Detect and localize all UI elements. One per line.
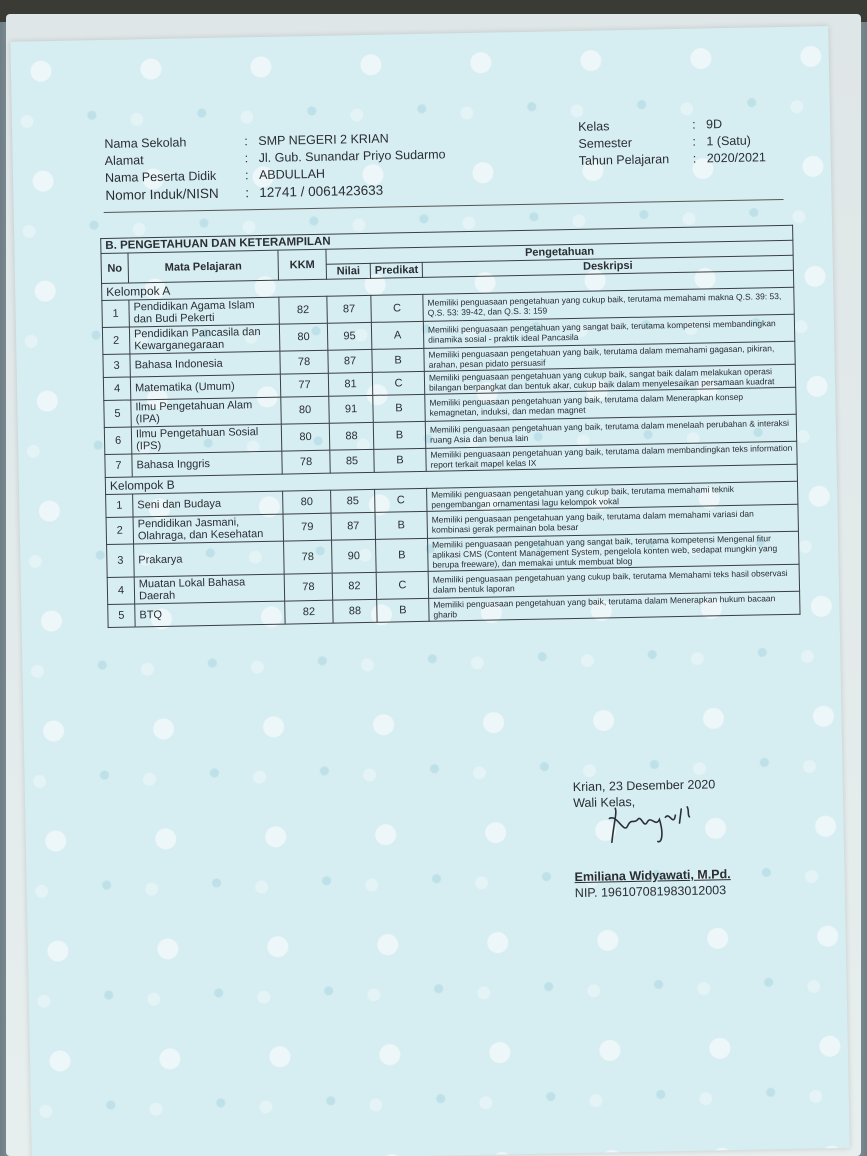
row-subject: Pendidikan Agama Islam dan Budi Pekerti [129, 297, 279, 327]
class-info [578, 115, 766, 170]
col-nilai: Nilai [326, 263, 370, 279]
school-name: SMP NEGERI 2 KRIAN [258, 131, 389, 149]
row-grade: C [375, 488, 427, 512]
row-kkm: 77 [280, 373, 328, 397]
colon: : [244, 151, 249, 166]
label: Nama Peserta Didik [104, 168, 217, 185]
col-predikat: Predikat [370, 262, 422, 278]
row-kkm: 78 [284, 540, 333, 574]
row-score: 88 [329, 422, 374, 450]
row-kkm: 78 [282, 450, 330, 474]
row-description: Memiliki penguasaan pengetahuan yang sangat baik, terutama kompetensi Mengenal fitur aplikasi CMS (Content Management System, pengelola konten web, sedapat mungkin yang berupa freeware), dan memakai untuk membuat blog [428, 531, 800, 571]
row-subject: Ilmu Pengetahuan Alam (IPA) [131, 397, 281, 427]
colon: : [692, 151, 697, 166]
row-no: 5 [108, 604, 135, 628]
place-date: Krian, 23 Desember 2020 [572, 777, 716, 795]
row-description: Memiliki penguasaan pengetahuan yang baik, terutama dalam Menerapkan konsep kemagnetan, induksi, dan medan magnet [425, 387, 796, 421]
row-no: 3 [103, 354, 130, 378]
label: Alamat [104, 153, 144, 168]
row-kkm: 80 [281, 423, 330, 451]
row-grade: B [373, 421, 426, 449]
group-b-body [106, 481, 800, 627]
table-title: B. PENGETAHUAN DAN KETERAMPILAN [101, 225, 793, 253]
row-subject: Prakarya [134, 541, 285, 577]
group-a-label: Kelompok A [102, 270, 794, 300]
label: Nomor Induk/NISN [105, 185, 219, 203]
row-description: Memiliki penguasaan pengetahuan yang cukup baik, terutama memahami makna Q.S. 39: 53, Q.S. 53: 39-42, dan Q.S. 3: 159 [423, 287, 794, 321]
row-grade: C [376, 571, 429, 599]
row-description: Memiliki penguasaan pengetahuan yang baik, terutama dalam Menerapkan hukum bacaan gharib [429, 591, 800, 621]
row-subject: Bahasa Inggris [132, 451, 282, 477]
row-kkm: 79 [283, 513, 332, 541]
row-description: Memiliki penguasaan pengetahuan yang sangat baik, terutama kompetensi membandingkan dinamika sosial - praktik ideal Pancasila [423, 314, 794, 348]
label: Nama Sekolah [104, 135, 187, 151]
row-kkm: 80 [281, 396, 330, 424]
signer-nip: NIP. 196107081983012003 [574, 883, 727, 901]
col-no: No [101, 253, 129, 284]
row-subject: Matematika (Umum) [130, 374, 280, 400]
row-subject: Ilmu Pengetahuan Sosial (IPS) [131, 424, 281, 454]
row-kkm: 80 [283, 490, 331, 514]
signature-block [573, 776, 731, 901]
row-score: 87 [331, 512, 376, 540]
info-row-tahun [579, 149, 766, 170]
student-info [104, 129, 446, 204]
row-no: 6 [104, 427, 132, 455]
col-mapel: Mata Pelajaran [128, 250, 279, 283]
row-score: 85 [331, 489, 375, 513]
colon: : [691, 117, 696, 132]
row-kkm: 82 [279, 296, 328, 324]
row-subject: BTQ [135, 601, 285, 627]
col-pengetahuan: Pengetahuan [326, 240, 793, 264]
row-subject: Pendidikan Pancasila dan Kewarganegaraan [129, 324, 279, 354]
colon: : [244, 134, 248, 149]
row-description: Memiliki penguasaan pengetahuan yang cukup baik, terutama Memahami teks hasil observasi dalam bentuk laporan [428, 564, 799, 598]
colon: : [692, 134, 697, 149]
row-grade: B [372, 348, 424, 372]
year-value: 2020/2021 [706, 150, 766, 166]
student-name: ABDULLAH [258, 166, 326, 183]
row-score: 81 [328, 372, 372, 396]
row-description: Memiliki penguasaan pengetahuan yang baik, terutama dalam menelaah perubahan & interaksi ruang Asia dan benua lain [425, 414, 796, 448]
report-card-page [10, 26, 849, 1156]
row-grade: C [372, 371, 424, 395]
row-score: 87 [328, 349, 372, 373]
row-score: 90 [332, 539, 377, 573]
row-score: 82 [332, 572, 377, 600]
colon: : [245, 185, 250, 201]
group-b-label: Kelompok B [105, 464, 797, 494]
row-subject: Seni dan Budaya [133, 491, 283, 517]
group-a-body [102, 287, 797, 477]
row-score: 88 [333, 599, 377, 623]
row-description: Memiliki penguasaan pengetahuan yang cukup baik, sangat baik dalam melakukan operasi bilangan berpangkat dan bentuk akar, cukup baik dalam menyelesaikan persamaan kuadrat [424, 364, 795, 394]
row-description: Memiliki penguasaan pengetahuan yang baik, terutama dalam membandingkan teks information report terkait mapel kelas IX [426, 441, 797, 471]
label: Kelas [577, 119, 610, 134]
row-description: Memiliki penguasaan pengetahuan yang baik, terutama dalam memahami gagasan, pikiran, arahan, pesan pidato persuasif [424, 341, 795, 371]
signer-name: Emiliana Widyawati, M.Pd. [574, 867, 731, 885]
col-kkm: KKM [278, 249, 327, 280]
row-grade: B [375, 511, 428, 539]
colon: : [244, 168, 249, 183]
row-no: 1 [106, 494, 133, 518]
grades-table [100, 225, 800, 628]
label: Semester [578, 135, 633, 151]
address: Jl. Gub. Sunandar Priyo Sudarmo [258, 147, 446, 166]
row-no: 7 [105, 454, 132, 478]
row-subject: Bahasa Indonesia [130, 351, 280, 377]
row-score: 87 [327, 295, 372, 323]
row-grade: B [377, 598, 429, 622]
row-no: 5 [104, 400, 132, 428]
student-id: 12741 / 0061423633 [259, 182, 384, 201]
row-subject: Pendidikan Jasmani, Olahraga, dan Kesehatan [133, 514, 283, 544]
col-deskripsi: Deskripsi [422, 255, 793, 277]
row-no: 4 [103, 377, 130, 401]
row-no: 1 [102, 300, 130, 328]
row-description: Memiliki penguasaan pengetahuan yang cukup baik, terutama memahami teknik pengembangan ornamentasi lagu kelompok vokal [427, 481, 798, 511]
row-subject: Muatan Lokal Bahasa Daerah [134, 574, 284, 604]
row-no: 2 [106, 517, 134, 545]
row-description: Memiliki penguasaan pengetahuan yang baik, terutama dalam memahami variasi dan kombinasi gerak permainan bola besar [427, 504, 798, 538]
signer-role: Wali Kelas, [572, 794, 636, 811]
label: Tahun Pelajaran [578, 152, 670, 168]
row-kkm: 82 [285, 600, 333, 624]
class-value: 9D [705, 117, 723, 132]
semester-value: 1 (Satu) [706, 133, 752, 149]
row-score: 85 [330, 449, 374, 473]
row-grade: C [371, 294, 424, 322]
row-no: 3 [107, 544, 135, 578]
row-no: 2 [102, 327, 130, 355]
row-kkm: 78 [280, 350, 328, 374]
row-grade: B [373, 394, 426, 422]
row-grade: A [371, 321, 424, 349]
handwritten-signature [603, 802, 724, 848]
row-no: 4 [107, 577, 135, 605]
row-score: 91 [329, 395, 374, 423]
row-score: 95 [327, 322, 372, 350]
row-kkm: 78 [284, 573, 333, 601]
row-grade: B [374, 448, 426, 472]
row-grade: B [376, 538, 429, 572]
row-kkm: 80 [279, 323, 328, 351]
